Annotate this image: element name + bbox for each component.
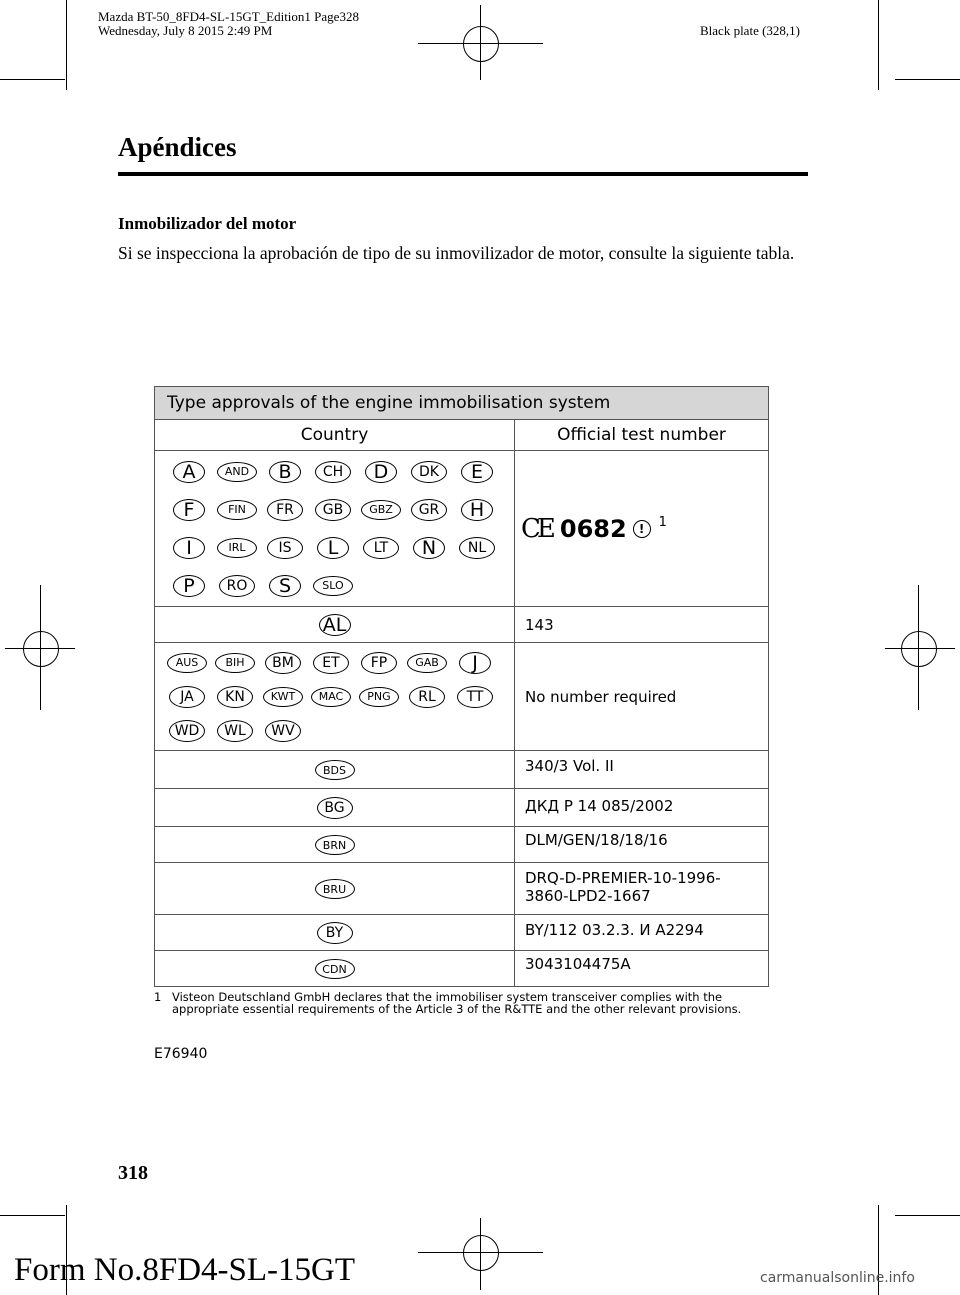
country-code-cell (213, 575, 261, 597)
test-number-cell: 340/3 Vol. II (515, 751, 769, 789)
country-code-oval: WV (265, 720, 301, 742)
black-plate-label: Black plate (328,1) (700, 23, 800, 38)
country-code-cell (165, 537, 213, 559)
country-code-cell (163, 652, 211, 674)
form-number: Form No.8FD4-SL-15GT (14, 1252, 356, 1288)
table-caption: Type approvals of the engine immobilisation system (155, 387, 769, 420)
country-code-oval: N (413, 537, 445, 559)
country-code-oval: CDN (315, 959, 355, 979)
country-code-cell (405, 461, 453, 483)
section-rule (118, 172, 808, 176)
country-code-cell (259, 652, 307, 674)
country-code-cell (309, 537, 357, 559)
country-code-oval: WL (217, 720, 253, 742)
country-code-oval: GB (315, 499, 351, 521)
country-code-oval: KWT (263, 687, 303, 707)
country-code-oval: AL (319, 614, 351, 636)
plate-info (98, 10, 359, 38)
country-code-oval: BM (265, 652, 301, 674)
plate-line-2: Wednesday, July 8 2015 2:49 PM (98, 23, 273, 38)
country-code-oval: F (173, 499, 205, 521)
ce-mark-cell (515, 451, 769, 607)
country-code-oval: J (459, 652, 491, 674)
country-code-cell (213, 499, 261, 521)
country-code-cell (453, 499, 501, 521)
country-code-cell (355, 686, 403, 708)
country-code-cell (211, 686, 259, 708)
country-code-oval: L (317, 537, 349, 559)
country-code-oval: IS (267, 537, 303, 559)
test-number-cell: 143 (515, 607, 769, 643)
country-code-cell (307, 652, 355, 674)
country-code-cell (405, 537, 453, 559)
figure-id: E76940 (154, 1046, 208, 1062)
country-code-oval: I (173, 537, 205, 559)
country-cell (155, 863, 515, 915)
country-code-cell (453, 537, 501, 559)
ce-logo: CE (521, 513, 552, 544)
crop-mark (0, 79, 65, 80)
country-code-oval: S (269, 575, 301, 597)
country-code-cell (451, 652, 499, 674)
country-code-cell (451, 686, 499, 708)
country-code-oval: GAB (407, 653, 447, 673)
country-code-oval: NL (459, 537, 495, 559)
country-code-oval: BRU (315, 879, 355, 899)
country-code-oval: CH (315, 461, 351, 483)
country-code-cell (165, 575, 213, 597)
country-code-oval: D (365, 461, 397, 483)
country-cell (155, 751, 515, 789)
country-code-cell (261, 537, 309, 559)
country-code-oval: RL (409, 686, 445, 708)
country-code-oval: IRL (217, 538, 257, 558)
country-cell (155, 789, 515, 827)
country-code-grid (155, 453, 514, 605)
type-approval-table (154, 386, 769, 987)
test-number-cell: DRQ-D-PREMIER-10-1996-3860-LPD2-1667 (515, 863, 769, 915)
country-code-oval: SLO (313, 576, 353, 596)
country-cell (155, 607, 515, 643)
plate-line-1: Mazda BT-50_8FD4-SL-15GT_Edition1 Page328 (98, 9, 359, 24)
body-paragraph: Si se inspecciona la aprobación de tipo de su inmovilizador de motor, consulte la siguiente tabla. (118, 243, 795, 263)
country-code-cell (259, 686, 307, 708)
country-group-2 (155, 643, 515, 751)
country-code-oval: BIH (215, 653, 255, 673)
crop-mark (0, 1215, 65, 1216)
crop-mark (878, 0, 879, 90)
country-group-1 (155, 451, 515, 607)
country-code-cell (211, 720, 259, 742)
country-code-cell (403, 686, 451, 708)
column-header-country: Country (155, 420, 515, 451)
registration-circle (463, 26, 499, 62)
country-code-oval: LT (363, 537, 399, 559)
country-code-oval: A (173, 461, 205, 483)
country-code-oval: TT (457, 686, 493, 708)
country-code-cell (309, 575, 357, 597)
country-code-oval: JA (169, 686, 205, 708)
footnote-ref: 1 (658, 515, 667, 530)
registration-circle (23, 631, 59, 667)
watermark: carmanualsonline.info (760, 1270, 915, 1286)
country-code-cell (355, 652, 403, 674)
country-code-cell (453, 461, 501, 483)
footnote-number: 1 (154, 990, 162, 1004)
country-code-grid (155, 646, 514, 748)
country-code-oval: BRN (315, 835, 355, 855)
country-code-oval: RO (219, 575, 255, 597)
country-code-oval: KN (217, 686, 253, 708)
test-number-cell: BY/112 03.2.3. И А2294 (515, 915, 769, 951)
country-code-cell (357, 499, 405, 521)
footnote-text: Visteon Deutschland GmbH declares that the immobiliser system transceiver complies with the appropriate essential requirements of the Article 3 of the R&TTE and the other relevant provisions. (172, 990, 742, 1016)
country-code-cell (357, 537, 405, 559)
country-code-oval: H (461, 499, 493, 521)
country-code-oval: P (173, 575, 205, 597)
test-number-cell: No number required (515, 643, 769, 751)
country-code-cell (261, 575, 309, 597)
country-code-cell (213, 537, 261, 559)
country-code-cell (165, 461, 213, 483)
country-code-oval: AND (217, 462, 257, 482)
country-code-cell (261, 461, 309, 483)
country-code-oval: FP (361, 652, 397, 674)
ce-notified-body-number: 0682 (559, 514, 627, 543)
country-code-oval: PNG (359, 687, 399, 707)
country-code-oval: MAC (311, 687, 351, 707)
country-code-cell (213, 461, 261, 483)
country-code-oval: DK (411, 461, 447, 483)
subheading: Inmobilizador del motor (118, 214, 297, 233)
registration-circle (463, 1235, 499, 1271)
country-code-oval: AUS (167, 653, 207, 673)
country-code-cell (357, 461, 405, 483)
column-header-number: Official test number (515, 420, 769, 451)
country-code-oval: GR (411, 499, 447, 521)
country-code-cell (309, 461, 357, 483)
crop-mark (895, 1215, 960, 1216)
country-code-oval: BDS (315, 760, 355, 780)
country-code-cell (163, 686, 211, 708)
test-number-cell: ДКД Р 14 085/2002 (515, 789, 769, 827)
country-code-oval: BG (317, 797, 353, 819)
section-title: Apéndices (118, 132, 237, 162)
country-code-cell (211, 652, 259, 674)
country-code-oval: FR (267, 499, 303, 521)
country-code-oval: ET (313, 652, 349, 674)
country-code-cell (309, 499, 357, 521)
country-code-oval: B (269, 461, 301, 483)
ce-mark (515, 515, 768, 543)
country-cell (155, 827, 515, 863)
alert-mark-icon: ! (633, 520, 651, 538)
crop-mark (895, 79, 960, 80)
table-footnote (154, 991, 774, 1015)
country-cell (155, 951, 515, 987)
country-code-oval: WD (169, 720, 205, 742)
country-code-oval: E (461, 461, 493, 483)
country-code-cell (403, 652, 451, 674)
test-number-cell: DLM/GEN/18/18/16 (515, 827, 769, 863)
country-cell (155, 915, 515, 951)
country-code-cell (163, 720, 211, 742)
country-code-cell (259, 720, 307, 742)
country-code-cell (405, 499, 453, 521)
country-code-oval: GBZ (361, 500, 401, 520)
country-code-oval: FIN (217, 500, 257, 520)
country-code-cell (307, 686, 355, 708)
test-number-cell: 3043104475A (515, 951, 769, 987)
page-number: 318 (118, 1162, 148, 1184)
country-code-oval: BY (317, 922, 353, 944)
registration-circle (901, 631, 937, 667)
country-code-cell (261, 499, 309, 521)
country-code-cell (165, 499, 213, 521)
crop-mark (66, 0, 67, 90)
